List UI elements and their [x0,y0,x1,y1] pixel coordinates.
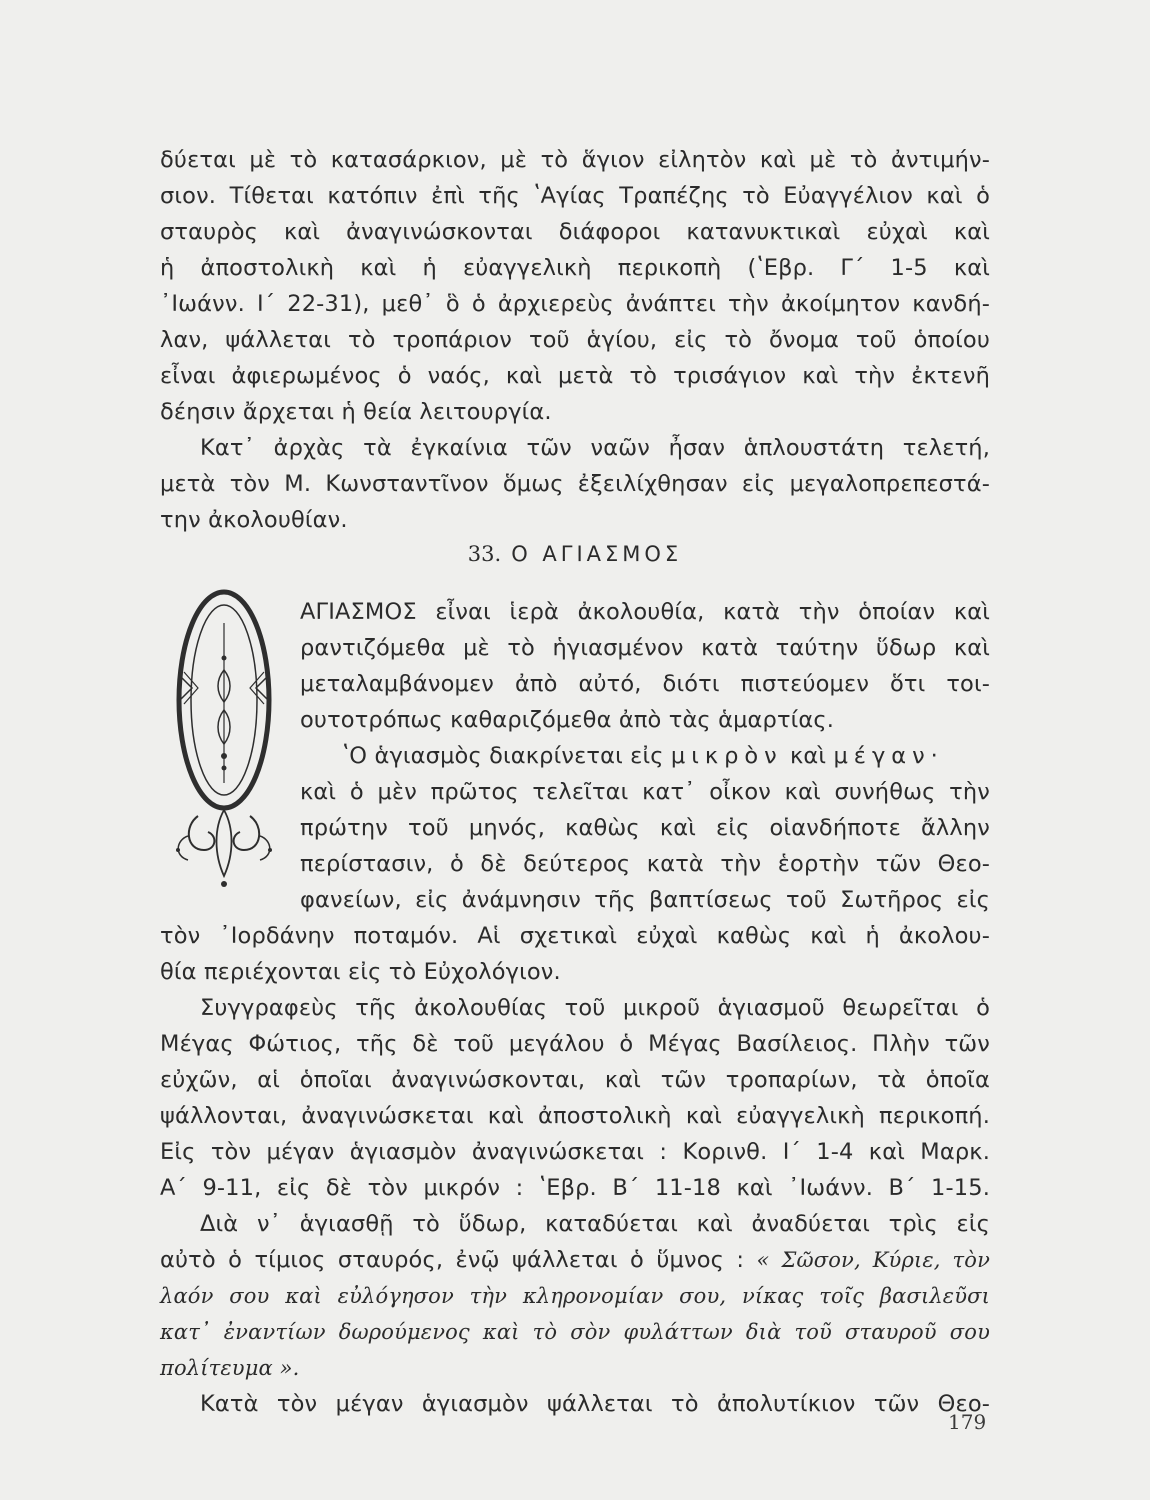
hymn-line: πολίτευμα ». [160,1356,300,1380]
text-line: Συγγραφεὺς τῆς ἀκολουθίας τοῦ μικροῦ ἁγιασμοῦ θεωρεῖται ὁ [200,995,990,1021]
text-line: Μέγας Φώτιος, τῆς δὲ τοῦ μεγάλου ὁ Μέγας Βασίλειος. Πλὴν τῶν [160,1031,990,1057]
section-heading [0,538,1150,570]
text-line: δύεται μὲ τὸ κατασάρκιον, μὲ τὸ ἅγιον εἰλητὸν καὶ μὲ τὸ ἀντιμήν- [160,147,990,173]
text-line: σιον. Τίθεται κατόπιν ἐπὶ τῆς ʽΑγίας Τραπέζης τὸ Εὐαγγέλιον καὶ ὁ [160,183,990,209]
text-line: ουτοτρόπως καθαριζόμεθα ἀπὸ τὰς ἁμαρτίας. [300,707,835,733]
text-line: πρώτην τοῦ μηνός, καθὼς καὶ εἰς οἱανδήποτε ἄλλην [300,815,990,841]
text-line [342,740,938,772]
section-title: Ο ΑΓΙΑΣΜΟΣ [511,542,683,566]
text-line: ΑΓΙΑΣΜΟΣ εἶναι ἱερὰ ἀκολουθία, κατὰ τὴν ὁποίαν καὶ [300,599,990,625]
hymn-line: κατ᾿ ἐναντίων δωρούμενος καὶ τὸ σὸν φυλάττων διὰ τοῦ σταυροῦ σου [160,1320,990,1344]
page-number: 179 [948,1410,987,1434]
text-line: λαν, ψάλλεται τὸ τροπάριον τοῦ ἁγίου, εἰς τὸ ὄνομα τοῦ ὁποίου [160,327,990,353]
text-line: θία περιέχονται εἰς τὸ Εὐχολόγιον. [160,959,561,985]
text-run: · [930,743,938,769]
text-line: εἶναι ἀφιερωμένος ὁ ναός, καὶ μετὰ τὸ τρισάγιον καὶ τὴν ἐκτενῆ [160,363,990,389]
text-line: Διὰ ν᾿ ἁγιασθῇ τὸ ὕδωρ, καταδύεται καὶ ἀναδύεται τρὶς εἰς [200,1211,990,1237]
text-run: καὶ [782,743,834,769]
text-line [160,1244,990,1276]
text-line: Κατ᾿ ἀρχὰς τὰ ἐγκαίνια τῶν ναῶν ἦσαν ἁπλουστάτη τελετή, [200,435,990,461]
spaced-word-megan: μέγαν [833,743,931,769]
text-line: τὸν ᾿Ιορδάνην ποταμόν. Αἱ σχετικαὶ εὐχαὶ καθὼς καὶ ἡ ἀκολου- [160,923,990,949]
text-line: Εἰς τὸν μέγαν ἁγιασμὸν ἀναγινώσκεται : Κορινθ. Ι΄ 1-4 καὶ Μαρκ. [160,1139,990,1165]
text-line: φανείων, εἰς ἀνάμνησιν τῆς βαπτίσεως τοῦ Σωτῆρος εἰς [300,887,990,913]
hymn-italic-start: « Σῶσον, Κύριε, τὸν [756,1248,990,1272]
text-line: Α΄ 9-11, εἰς δὲ τὸν μικρόν : ʽΕβρ. Β΄ 11-18 καὶ ᾿Ιωάνν. Β΄ 1-15. [160,1175,990,1201]
text-line: δέησιν ἄρχεται ἡ θεία λειτουργία. [160,399,552,425]
section-number: 33. [467,542,502,566]
text-line: περίστασιν, ὁ δὲ δεύτερος κατὰ τὴν ἑορτὴν τῶν Θεο- [300,851,990,877]
ornamental-dropcap [158,588,290,898]
text-line: ἡ ἀποστολικὴ καὶ ἡ εὐαγγελικὴ περικοπὴ (ʽΕβρ. Γ΄ 1-5 καὶ [160,255,990,281]
text-run: αὐτὸ ὁ τίμιος σταυρός, ἐνῷ ψάλλεται ὁ ὕμνος : [160,1247,757,1273]
text-line: ραντιζόμεθα μὲ τὸ ἡγιασμένον κατὰ ταύτην ὕδωρ καὶ [300,635,990,661]
hymn-line: λαόν σου καὶ εὐλόγησον τὴν κληρονομίαν σου, νίκας τοῖς βασιλεῦσι [160,1284,990,1308]
text-line: μετὰ τὸν Μ. Κωνσταντῖνον ὅμως ἐξειλίχθησαν εἰς μεγαλοπρεπεστά- [160,471,990,497]
spaced-word-mikron: μικρὸν [670,743,783,769]
text-run: ʽΟ ἁγιασμὸς διακρίνεται εἰς [342,743,671,769]
text-line: εὐχῶν, αἱ ὁποῖαι ἀναγινώσκονται, καὶ τῶν τροπαρίων, τὰ ὁποῖα [160,1067,990,1093]
text-line: μεταλαμβάνομεν ἀπὸ αὐτό, διότι πιστεύομεν ὅτι τοι- [300,671,990,697]
text-line: την ἀκολουθίαν. [160,507,348,533]
text-line: σταυρὸς καὶ ἀναγινώσκονται διάφοροι κατανυκτικαὶ εὐχαὶ καὶ [160,219,990,245]
text-line: καὶ ὁ μὲν πρῶτος τελεῖται κατ᾿ οἶκον καὶ συνήθως τὴν [300,779,990,805]
text-line: ᾿Ιωάνν. Ι΄ 22-31), μεθ᾿ ὃ ὁ ἀρχιερεὺς ἀνάπτει τὴν ἀκοίμητον κανδή- [160,291,990,317]
text-line: ψάλλονται, ἀναγινώσκεται καὶ ἀποστολικὴ καὶ εὐαγγελικὴ περικοπή. [160,1103,990,1129]
text-line: Κατὰ τὸν μέγαν ἁγιασμὸν ψάλλεται τὸ ἀπολυτίκιον τῶν Θεο- [200,1391,990,1417]
